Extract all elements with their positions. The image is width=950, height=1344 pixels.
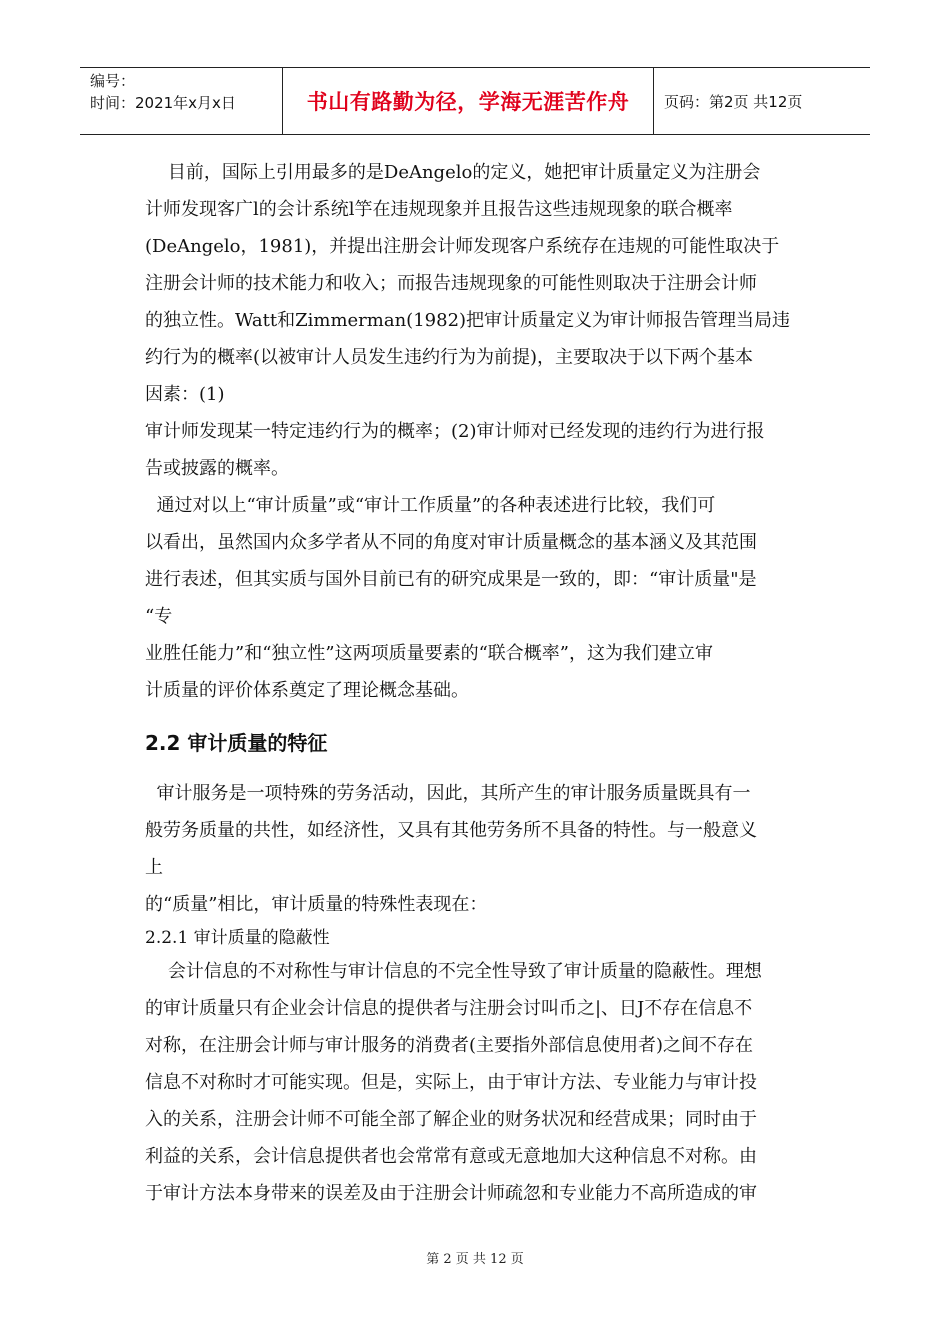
text-line: 信息不对称时才可能实现。但是，实际上，由于审计方法、专业能力与审计投	[145, 1072, 757, 1093]
paragraph-1	[145, 154, 810, 413]
text-line: 业胜任能力”和“独立性”这两项质量要素的“联合概率”，这为我们建立审	[145, 643, 714, 664]
header-meta	[80, 68, 282, 134]
text-line: 计质量的评价体系奠定了理论概念基础。	[145, 680, 469, 701]
paragraph-7	[145, 953, 810, 1212]
text-line: 入的关系，注册会计师不可能全部了解企业的财务状况和经营成果；同时由于	[145, 1109, 757, 1130]
section-heading: 2.2 审计质量的特征	[145, 731, 328, 755]
text-line: 审计师发现某一特定违约行为的概率；(2)审计师对已经发现的违约行为进行报	[145, 421, 765, 442]
text-line: 于审计方法本身带来的误差及由于注册会计师疏忽和专业能力不高所造成的审	[145, 1183, 757, 1204]
document-date-label: 时间：2021年x月x日	[90, 94, 236, 112]
paragraph-3	[145, 487, 810, 635]
text-line: 约行为的概率(以被审计人员发生违约行为为前提)，主要取决于以下两个基本	[145, 347, 754, 368]
text-line: 计师发现客广l的会计系统l竽在违规现象并且报告这些违规现象的联合概率	[145, 199, 733, 220]
text-line: 的“质量”相比，审计质量的特殊性表现在：	[145, 894, 488, 915]
text-line: 注册会计师的技术能力和收入；而报告违规现象的可能性则取决于注册会计师	[145, 273, 757, 294]
text-line: “专	[145, 606, 173, 627]
text-line: (DeAngelo，1981)，并提出注册会计师发现客户系统存在违规的可能性取决于	[145, 236, 780, 257]
page-header	[80, 67, 870, 135]
paragraph-6	[145, 886, 810, 923]
header-page-label: 页码：第2页 共12页	[664, 92, 803, 111]
text-line: 告或披露的概率。	[145, 458, 289, 479]
text-line: 进行表述，但其实质与国外目前已有的研究成果是一致的，即：“审计质量"是	[145, 569, 757, 590]
document-number-label: 编号：	[90, 72, 136, 90]
paragraph-2	[145, 413, 810, 487]
paragraph-4	[145, 635, 810, 709]
text-line: 以看出，虽然国内众多学者从不同的角度对审计质量概念的基本涵义及其范围	[145, 532, 757, 553]
text-line: 会计信息的不对称性与审计信息的不完全性导致了审计质量的隐蔽性。理想	[145, 961, 762, 982]
text-line: 通过对以上“审计质量”或“审计工作质量”的各种表述进行比较，我们可	[145, 495, 716, 516]
text-line: 上	[145, 857, 163, 878]
paragraph-5	[145, 775, 810, 886]
header-motto: 书山有路勤为径，学海无涯苦作舟	[282, 68, 654, 134]
text-line: 的独立性。Watt和Zimmerman(1982)把审计质量定义为审计师报告管理当局违	[145, 310, 791, 331]
text-line: 对称，在注册会计师与审计服务的消费者(主要指外部信息使用者)之间不存在	[145, 1035, 754, 1056]
text-line: 般劳务质量的共性，如经济性，又具有其他劳务所不具备的特性。与一般意义	[145, 820, 757, 841]
text-line: 因素：(1)	[145, 384, 225, 405]
text-line: 目前，国际上引用最多的是DeAngelo的定义，她把审计质量定义为注册会	[145, 162, 761, 183]
document-body	[145, 154, 810, 1212]
text-line: 的审计质量只有企业会计信息的提供者与注册会讨叫币之|、日J不存在信息不	[145, 998, 753, 1019]
text-line: 审计服务是一项特殊的劳务活动，因此，其所产生的审计服务质量既具有一	[145, 783, 751, 804]
subsection-heading: 2.2.1 审计质量的隐蔽性	[145, 928, 330, 948]
text-line: 利益的关系，会计信息提供者也会常常有意或无意地加大这种信息不对称。由	[145, 1146, 757, 1167]
page-footer: 第 2 页 共 12 页	[426, 1252, 524, 1267]
